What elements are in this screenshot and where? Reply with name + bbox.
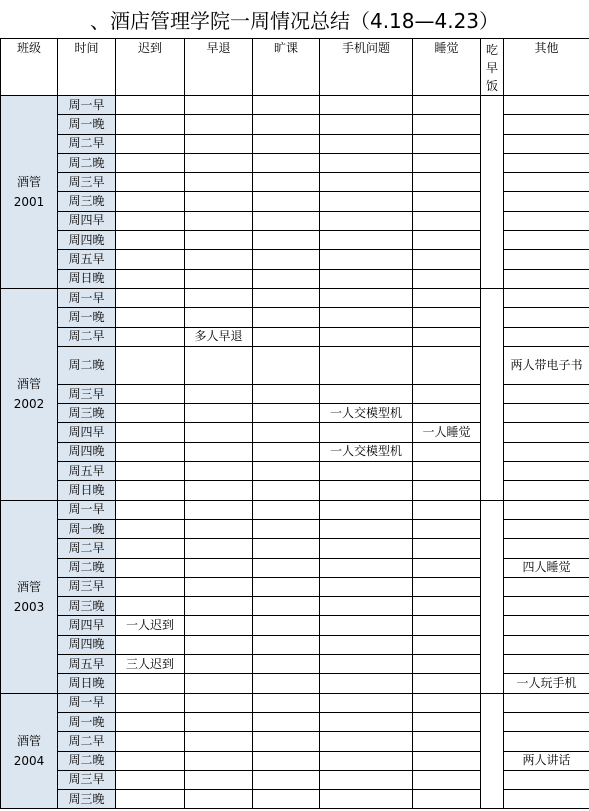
- time-cell: 周一早: [58, 693, 116, 712]
- class-name-line: 2002: [13, 397, 45, 412]
- time-cell: 周三早: [58, 173, 116, 192]
- other-cell: [504, 231, 589, 250]
- sleep-cell: [413, 481, 481, 500]
- other-cell: [504, 153, 589, 172]
- sleep-cell: [413, 96, 481, 115]
- late-cell: [116, 153, 185, 172]
- time-cell: 周一早: [58, 288, 116, 307]
- summary-table: [0, 38, 589, 809]
- table-row: [1, 96, 589, 115]
- late-cell: [116, 500, 185, 519]
- other-cell: [504, 269, 589, 288]
- other-cell: [504, 597, 589, 616]
- late-cell: 三人迟到: [116, 655, 185, 674]
- early-leave-cell: [185, 423, 253, 442]
- sleep-cell: 一人睡觉: [413, 423, 481, 442]
- class-name-line: 2003: [13, 599, 45, 614]
- late-cell: [116, 519, 185, 538]
- late-cell: [116, 115, 185, 134]
- class-name-line: 酒管: [16, 377, 41, 392]
- sleep-cell: [413, 173, 481, 192]
- phone-cell: [320, 770, 413, 789]
- absent-cell: [253, 153, 320, 172]
- early-leave-cell: [185, 153, 253, 172]
- early-leave-cell: [185, 269, 253, 288]
- early-leave-cell: [185, 635, 253, 654]
- time-cell: 周三早: [58, 577, 116, 596]
- breakfast-cell: [481, 693, 504, 809]
- late-cell: [116, 790, 185, 809]
- other-cell: [504, 500, 589, 519]
- early-leave-cell: [185, 770, 253, 789]
- class-name-cell: [1, 96, 58, 289]
- other-cell: [504, 288, 589, 307]
- absent-cell: [253, 423, 320, 442]
- breakfast-cell: [481, 96, 504, 289]
- header-early-leave: 早退: [185, 39, 253, 96]
- time-cell: 周五早: [58, 462, 116, 481]
- late-cell: [116, 712, 185, 731]
- early-leave-cell: 多人早退: [185, 327, 253, 346]
- time-cell: 周一早: [58, 500, 116, 519]
- time-cell: 周四晚: [58, 442, 116, 461]
- late-cell: [116, 173, 185, 192]
- phone-cell: [320, 173, 413, 192]
- absent-cell: [253, 211, 320, 230]
- sleep-cell: [413, 134, 481, 153]
- sleep-cell: [413, 558, 481, 577]
- early-leave-cell: [185, 674, 253, 693]
- absent-cell: [253, 192, 320, 211]
- phone-cell: 一人交模型机: [320, 442, 413, 461]
- late-cell: [116, 751, 185, 770]
- header-sleep: 睡觉: [413, 39, 481, 96]
- late-cell: [116, 423, 185, 442]
- header-time: 时间: [58, 39, 116, 96]
- late-cell: [116, 481, 185, 500]
- class-name-cell: [1, 500, 58, 693]
- early-leave-cell: [185, 712, 253, 731]
- sleep-cell: [413, 577, 481, 596]
- phone-cell: [320, 751, 413, 770]
- time-cell: 周二晚: [58, 558, 116, 577]
- phone-cell: [320, 616, 413, 635]
- absent-cell: [253, 674, 320, 693]
- early-leave-cell: [185, 790, 253, 809]
- header-absent: 旷课: [253, 39, 320, 96]
- early-leave-cell: [185, 308, 253, 327]
- other-cell: 四人睡觉: [504, 558, 589, 577]
- late-cell: [116, 770, 185, 789]
- time-cell: 周四早: [58, 211, 116, 230]
- phone-cell: [320, 134, 413, 153]
- absent-cell: [253, 384, 320, 403]
- time-cell: 周四晚: [58, 635, 116, 654]
- time-cell: 周二早: [58, 539, 116, 558]
- time-cell: 周三晚: [58, 192, 116, 211]
- other-cell: [504, 790, 589, 809]
- other-cell: [504, 693, 589, 712]
- absent-cell: [253, 327, 320, 346]
- time-cell: 周三晚: [58, 790, 116, 809]
- absent-cell: [253, 231, 320, 250]
- absent-cell: [253, 693, 320, 712]
- other-cell: [504, 442, 589, 461]
- other-cell: [504, 616, 589, 635]
- time-cell: 周二晚: [58, 153, 116, 172]
- time-cell: 周二晚: [58, 751, 116, 770]
- early-leave-cell: [185, 384, 253, 403]
- sleep-cell: [413, 211, 481, 230]
- sleep-cell: [413, 712, 481, 731]
- late-cell: [116, 597, 185, 616]
- late-cell: [116, 192, 185, 211]
- absent-cell: [253, 751, 320, 770]
- other-cell: [504, 635, 589, 654]
- sleep-cell: [413, 288, 481, 307]
- sleep-cell: [413, 635, 481, 654]
- phone-cell: [320, 655, 413, 674]
- header-phone: 手机问题: [320, 39, 413, 96]
- time-cell: 周一晚: [58, 308, 116, 327]
- absent-cell: [253, 288, 320, 307]
- late-cell: [116, 558, 185, 577]
- other-cell: [504, 462, 589, 481]
- late-cell: [116, 635, 185, 654]
- header-late: 迟到: [116, 39, 185, 96]
- table-row: [1, 288, 589, 307]
- phone-cell: [320, 558, 413, 577]
- early-leave-cell: [185, 404, 253, 423]
- absent-cell: [253, 635, 320, 654]
- other-cell: [504, 384, 589, 403]
- early-leave-cell: [185, 655, 253, 674]
- header-row: [1, 39, 589, 96]
- sleep-cell: [413, 231, 481, 250]
- absent-cell: [253, 96, 320, 115]
- early-leave-cell: [185, 115, 253, 134]
- sleep-cell: [413, 346, 481, 384]
- other-cell: [504, 173, 589, 192]
- other-cell: [504, 308, 589, 327]
- early-leave-cell: [185, 288, 253, 307]
- phone-cell: [320, 250, 413, 269]
- time-cell: 周五早: [58, 250, 116, 269]
- phone-cell: [320, 384, 413, 403]
- other-cell: [504, 519, 589, 538]
- time-cell: 周二早: [58, 134, 116, 153]
- phone-cell: [320, 500, 413, 519]
- other-cell: [504, 770, 589, 789]
- sleep-cell: [413, 442, 481, 461]
- absent-cell: [253, 481, 320, 500]
- other-cell: [504, 327, 589, 346]
- phone-cell: [320, 635, 413, 654]
- other-cell: [504, 96, 589, 115]
- absent-cell: [253, 173, 320, 192]
- time-cell: 周一晚: [58, 712, 116, 731]
- sleep-cell: [413, 500, 481, 519]
- absent-cell: [253, 655, 320, 674]
- late-cell: [116, 462, 185, 481]
- early-leave-cell: [185, 519, 253, 538]
- late-cell: [116, 288, 185, 307]
- phone-cell: [320, 481, 413, 500]
- early-leave-cell: [185, 693, 253, 712]
- early-leave-cell: [185, 732, 253, 751]
- sleep-cell: [413, 327, 481, 346]
- late-cell: [116, 404, 185, 423]
- phone-cell: [320, 308, 413, 327]
- absent-cell: [253, 519, 320, 538]
- table-row: [1, 500, 589, 519]
- breakfast-cell: [481, 500, 504, 693]
- phone-cell: [320, 712, 413, 731]
- early-leave-cell: [185, 462, 253, 481]
- class-name-line: 酒管: [16, 174, 41, 189]
- time-cell: 周五早: [58, 655, 116, 674]
- time-cell: 周一晚: [58, 519, 116, 538]
- other-cell: [504, 712, 589, 731]
- other-cell: [504, 655, 589, 674]
- other-cell: [504, 481, 589, 500]
- early-leave-cell: [185, 250, 253, 269]
- time-cell: 周四早: [58, 616, 116, 635]
- early-leave-cell: [185, 481, 253, 500]
- other-cell: [504, 423, 589, 442]
- other-cell: [504, 732, 589, 751]
- table-row: [1, 693, 589, 712]
- absent-cell: [253, 500, 320, 519]
- absent-cell: [253, 616, 320, 635]
- time-cell: 周一早: [58, 96, 116, 115]
- other-cell: [504, 134, 589, 153]
- other-cell: 两人讲话: [504, 751, 589, 770]
- time-cell: 周四晚: [58, 231, 116, 250]
- early-leave-cell: [185, 211, 253, 230]
- time-cell: 周日晚: [58, 269, 116, 288]
- phone-cell: [320, 115, 413, 134]
- class-name-cell: [1, 693, 58, 809]
- late-cell: [116, 211, 185, 230]
- early-leave-cell: [185, 192, 253, 211]
- phone-cell: [320, 693, 413, 712]
- time-cell: 周二晚: [58, 346, 116, 384]
- sleep-cell: [413, 462, 481, 481]
- time-cell: 周日晚: [58, 481, 116, 500]
- time-cell: 周三晚: [58, 404, 116, 423]
- late-cell: [116, 732, 185, 751]
- sleep-cell: [413, 770, 481, 789]
- early-leave-cell: [185, 442, 253, 461]
- late-cell: [116, 327, 185, 346]
- late-cell: [116, 693, 185, 712]
- absent-cell: [253, 790, 320, 809]
- phone-cell: [320, 790, 413, 809]
- breakfast-cell: [481, 288, 504, 500]
- header-breakfast: 吃早饭: [481, 39, 504, 96]
- sleep-cell: [413, 674, 481, 693]
- early-leave-cell: [185, 134, 253, 153]
- late-cell: [116, 250, 185, 269]
- sleep-cell: [413, 192, 481, 211]
- phone-cell: [320, 153, 413, 172]
- header-other: 其他: [504, 39, 589, 96]
- sleep-cell: [413, 250, 481, 269]
- late-cell: [116, 577, 185, 596]
- phone-cell: [320, 96, 413, 115]
- sheet-title: 、酒店管理学院一周情况总结（4.18—4.23）: [0, 0, 589, 38]
- time-cell: 周三晚: [58, 597, 116, 616]
- absent-cell: [253, 308, 320, 327]
- sleep-cell: [413, 115, 481, 134]
- early-leave-cell: [185, 539, 253, 558]
- early-leave-cell: [185, 558, 253, 577]
- phone-cell: 一人交模型机: [320, 404, 413, 423]
- other-cell: [504, 115, 589, 134]
- late-cell: 一人迟到: [116, 616, 185, 635]
- phone-cell: [320, 346, 413, 384]
- early-leave-cell: [185, 751, 253, 770]
- early-leave-cell: [185, 173, 253, 192]
- late-cell: [116, 539, 185, 558]
- late-cell: [116, 269, 185, 288]
- absent-cell: [253, 577, 320, 596]
- phone-cell: [320, 269, 413, 288]
- other-cell: 一人玩手机: [504, 674, 589, 693]
- absent-cell: [253, 597, 320, 616]
- sleep-cell: [413, 693, 481, 712]
- time-cell: 周二早: [58, 732, 116, 751]
- early-leave-cell: [185, 616, 253, 635]
- late-cell: [116, 308, 185, 327]
- early-leave-cell: [185, 346, 253, 384]
- phone-cell: [320, 674, 413, 693]
- phone-cell: [320, 577, 413, 596]
- absent-cell: [253, 732, 320, 751]
- time-cell: 周一晚: [58, 115, 116, 134]
- time-cell: 周二早: [58, 327, 116, 346]
- class-name-line: 酒管: [16, 734, 41, 748]
- early-leave-cell: [185, 231, 253, 250]
- phone-cell: [320, 231, 413, 250]
- other-cell: [504, 211, 589, 230]
- sleep-cell: [413, 616, 481, 635]
- class-name-line: 2001: [13, 194, 45, 209]
- other-cell: [504, 404, 589, 423]
- late-cell: [116, 346, 185, 384]
- sleep-cell: [413, 751, 481, 770]
- sleep-cell: [413, 519, 481, 538]
- other-cell: [504, 250, 589, 269]
- other-cell: 两人带电子书: [504, 346, 589, 384]
- sleep-cell: [413, 539, 481, 558]
- sleep-cell: [413, 404, 481, 423]
- late-cell: [116, 674, 185, 693]
- sleep-cell: [413, 384, 481, 403]
- class-name-cell: [1, 288, 58, 500]
- phone-cell: [320, 211, 413, 230]
- time-cell: 周三早: [58, 384, 116, 403]
- phone-cell: [320, 462, 413, 481]
- absent-cell: [253, 115, 320, 134]
- class-name-line: 酒管: [16, 579, 41, 594]
- absent-cell: [253, 539, 320, 558]
- absent-cell: [253, 442, 320, 461]
- phone-cell: [320, 423, 413, 442]
- phone-cell: [320, 327, 413, 346]
- early-leave-cell: [185, 500, 253, 519]
- other-cell: [504, 192, 589, 211]
- absent-cell: [253, 134, 320, 153]
- phone-cell: [320, 597, 413, 616]
- sleep-cell: [413, 790, 481, 809]
- absent-cell: [253, 770, 320, 789]
- absent-cell: [253, 712, 320, 731]
- time-cell: 周日晚: [58, 674, 116, 693]
- late-cell: [116, 134, 185, 153]
- phone-cell: [320, 192, 413, 211]
- early-leave-cell: [185, 597, 253, 616]
- early-leave-cell: [185, 577, 253, 596]
- class-name-line: 2004: [13, 754, 45, 768]
- late-cell: [116, 96, 185, 115]
- header-class: 班级: [1, 39, 58, 96]
- other-cell: [504, 577, 589, 596]
- phone-cell: [320, 519, 413, 538]
- other-cell: [504, 539, 589, 558]
- absent-cell: [253, 250, 320, 269]
- sleep-cell: [413, 732, 481, 751]
- absent-cell: [253, 462, 320, 481]
- late-cell: [116, 231, 185, 250]
- sleep-cell: [413, 308, 481, 327]
- time-cell: 周三早: [58, 770, 116, 789]
- absent-cell: [253, 346, 320, 384]
- phone-cell: [320, 539, 413, 558]
- time-cell: 周四早: [58, 423, 116, 442]
- absent-cell: [253, 404, 320, 423]
- phone-cell: [320, 288, 413, 307]
- absent-cell: [253, 558, 320, 577]
- phone-cell: [320, 732, 413, 751]
- late-cell: [116, 442, 185, 461]
- early-leave-cell: [185, 96, 253, 115]
- sleep-cell: [413, 153, 481, 172]
- sleep-cell: [413, 597, 481, 616]
- sleep-cell: [413, 269, 481, 288]
- late-cell: [116, 384, 185, 403]
- sleep-cell: [413, 655, 481, 674]
- absent-cell: [253, 269, 320, 288]
